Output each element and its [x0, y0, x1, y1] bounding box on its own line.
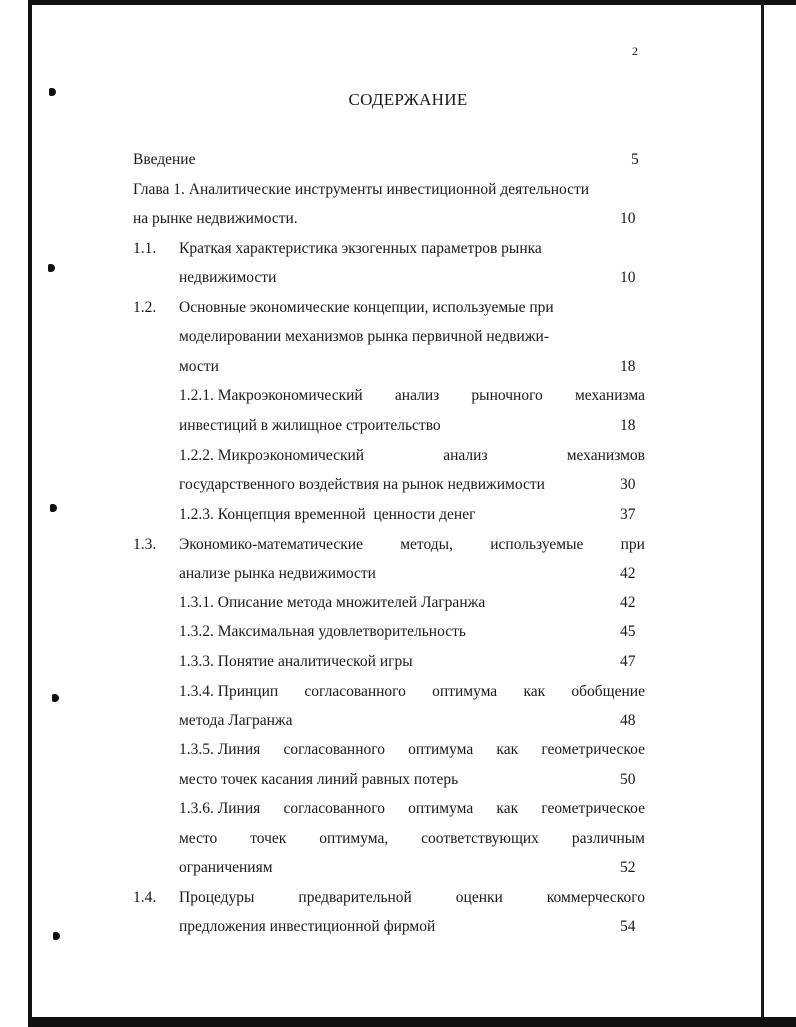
toc-page: 18: [620, 358, 636, 375]
toc-word: геометрическое: [541, 741, 645, 758]
toc-label: [179, 829, 645, 849]
binding-hole-mark: [50, 504, 57, 512]
toc-label: предложения инвестиционной фирмой: [179, 918, 436, 935]
toc-page: 52: [620, 859, 636, 876]
toc-word: обобщение: [571, 683, 645, 700]
toc-word: как: [523, 683, 546, 700]
toc-label: Основные экономические концепции, используемые при: [179, 299, 554, 316]
binding-hole-mark: [52, 694, 59, 702]
toc-word: методы,: [400, 536, 453, 553]
toc-label: инвестиций в жилищное строительство: [179, 417, 441, 434]
toc-word: как: [496, 800, 519, 817]
toc-word: согласованного: [283, 741, 385, 758]
toc-label: Введение: [133, 151, 196, 168]
page-number: 2: [632, 44, 638, 58]
toc-page: 42: [620, 565, 636, 582]
toc-label: место точек касания линий равных потерь: [179, 771, 459, 788]
toc-label: [179, 740, 645, 760]
binding-hole-mark: [48, 264, 55, 272]
toc-section-number: 1.2.: [133, 299, 157, 316]
toc-section-number: 1.4.: [133, 889, 157, 906]
toc-word: оптимума,: [319, 830, 389, 847]
toc-label: государственного воздействия на рынок недвижимости: [179, 476, 545, 493]
toc-label: [179, 535, 645, 555]
toc-page: 54: [620, 918, 636, 935]
toc-label: 1.3.2. Максимальная удовлетворительность: [179, 623, 466, 640]
toc-label: анализе рынка недвижимости: [179, 565, 376, 582]
toc-word: оценки: [455, 889, 503, 906]
toc-word: 1.2.1. Макроэкономический: [179, 387, 363, 404]
toc-word: 1.3.4. Принцип: [179, 683, 279, 700]
toc-word: Экономико-математические: [179, 536, 363, 553]
toc-word: 1.3.6. Линия: [179, 800, 261, 817]
toc-page: 10: [620, 210, 636, 227]
toc-label: недвижимости: [179, 269, 277, 286]
toc-word: точек: [250, 830, 287, 847]
toc-word: используемые: [490, 536, 584, 553]
toc-page: 37: [620, 506, 636, 523]
toc-word: анализ: [443, 447, 488, 464]
toc-word: как: [496, 741, 519, 758]
toc-label: [179, 682, 645, 702]
toc-page: 30: [620, 476, 636, 493]
toc-word: предварительной: [298, 889, 412, 906]
toc-label: [179, 799, 645, 819]
toc-word: 1.3.5. Линия: [179, 741, 261, 758]
toc-word: место: [179, 830, 218, 847]
toc-word: рыночного: [471, 387, 543, 404]
scan-edge-left: [28, 0, 32, 1027]
toc-label: моделировании механизмов рынка первичной недвижи-: [179, 328, 550, 345]
toc-label: 1.3.1. Описание метода множителей Лагранжа: [179, 594, 486, 611]
toc-label: мости: [179, 358, 219, 375]
toc-page: 10: [620, 269, 636, 286]
toc-word: соответствующих: [421, 830, 539, 847]
toc-word: оптимума: [408, 800, 474, 817]
toc-word: различным: [571, 830, 645, 847]
toc-word: анализ: [394, 387, 440, 404]
toc-page: 5: [631, 151, 639, 168]
toc-label: Глава 1. Аналитические инструменты инвестиционной деятельности: [133, 181, 590, 198]
toc-word: механизмов: [566, 447, 645, 464]
toc-label: [179, 446, 645, 466]
toc-page: 48: [620, 712, 636, 729]
toc-word: согласованного: [304, 683, 406, 700]
toc-word: оптимума: [408, 741, 474, 758]
toc-section-number: 1.1.: [133, 240, 157, 257]
binding-hole-mark: [53, 932, 60, 940]
page-title: СОДЕРЖАНИЕ: [348, 90, 468, 109]
toc-word: согласованного: [283, 800, 385, 817]
toc-page: 42: [620, 594, 636, 611]
toc-word: Процедуры: [179, 889, 255, 906]
toc-page: 45: [620, 623, 636, 640]
scan-edge-bottom: [28, 1017, 796, 1027]
toc-word: механизма: [574, 387, 645, 404]
toc-label: [179, 386, 645, 406]
toc-label: 1.2.3. Концепция временной ценности денег: [179, 506, 476, 523]
toc-label: ограничениям: [179, 859, 273, 876]
toc-section-number: 1.3.: [133, 536, 157, 553]
toc-word: коммерческого: [546, 889, 645, 906]
toc-label: метода Лагранжа: [179, 712, 293, 729]
toc-label: Краткая характеристика экзогенных параметров рынка: [179, 240, 542, 257]
toc-page: 50: [620, 771, 636, 788]
toc-label: 1.3.3. Понятие аналитической игры: [179, 653, 413, 670]
scan-edge-right: [761, 0, 764, 1027]
toc-page: 18: [620, 417, 636, 434]
toc-label: [179, 888, 645, 908]
toc-word: оптимума: [432, 683, 498, 700]
toc-word: при: [620, 536, 645, 553]
toc-label: на рынке недвижимости.: [133, 210, 298, 227]
toc-word: 1.2.2. Микроэкономический: [179, 447, 365, 464]
scan-edge-top: [28, 0, 796, 5]
toc-page: 47: [620, 653, 636, 670]
toc-word: геометрическое: [541, 800, 645, 817]
